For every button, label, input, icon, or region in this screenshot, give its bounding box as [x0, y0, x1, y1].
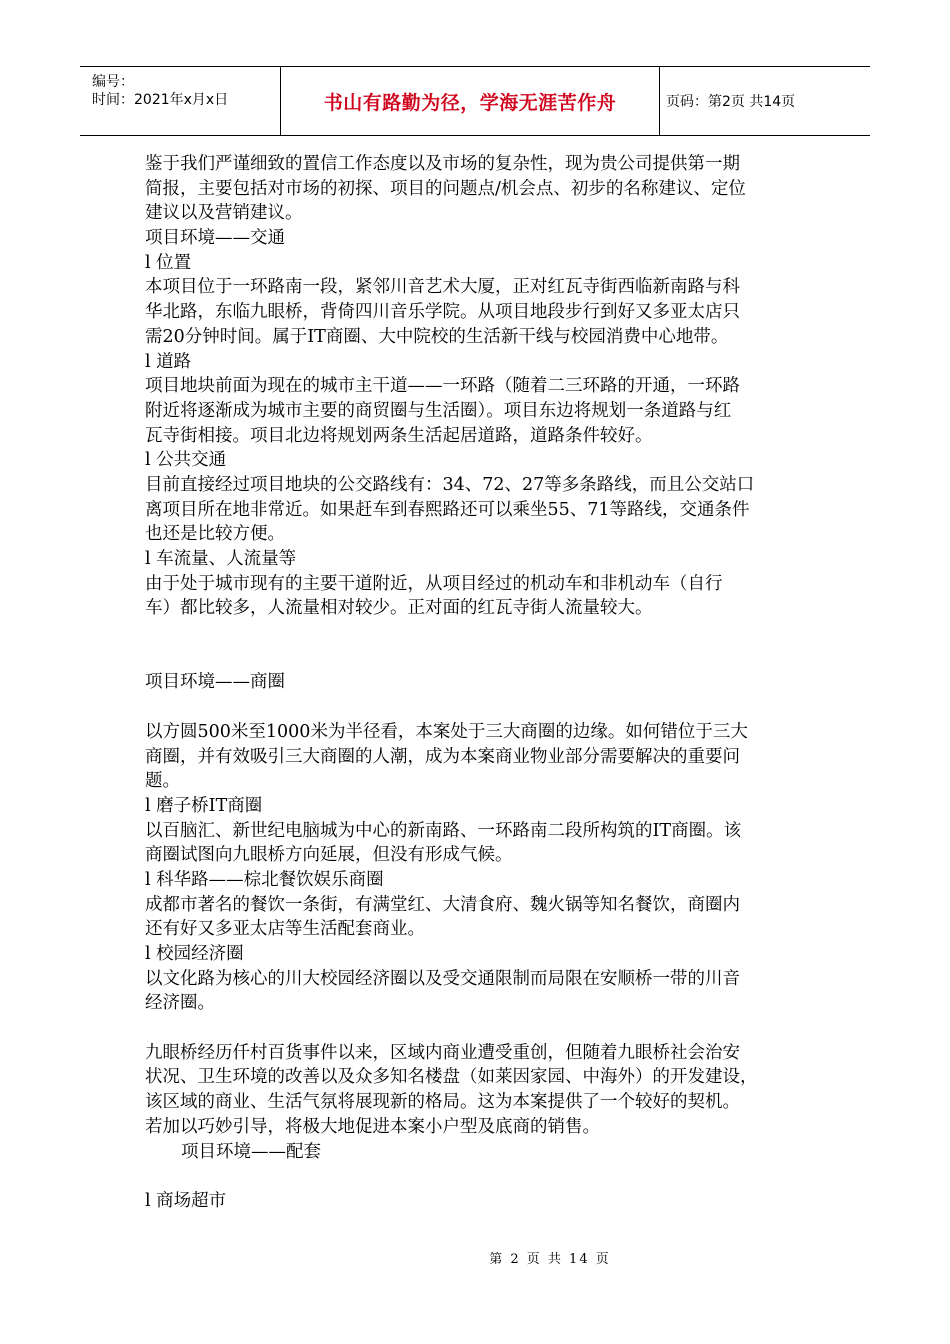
bullet-heading: l 校园经济圈	[145, 944, 244, 964]
paragraph-line: 以文化路为核心的川大校园经济圈以及受交通限制而局限在安顺桥一带的川音	[145, 968, 740, 989]
paragraph-line: 九眼桥经历仟村百货事件以来，区域内商业遭受重创，但随着九眼桥社会治安	[145, 1042, 740, 1063]
paragraph-line: 瓦寺街相接。项目北边将规划两条生活起居道路，道路条件较好。	[145, 425, 653, 446]
section-heading: 项目环境——商圈	[145, 672, 285, 693]
section-heading: 项目环境——交通	[145, 228, 285, 249]
blank-line	[145, 1016, 815, 1041]
paragraph-line: 题。	[145, 771, 180, 792]
document-number-label: 编号：	[92, 74, 134, 90]
paragraph-line: 以百脑汇、新世纪电脑城为中心的新南路、一环路南二段所构筑的IT商圈。该	[145, 820, 742, 841]
bullet-heading: l 商场超市	[145, 1190, 227, 1211]
header-page-info: 页码：第2页 共14页	[666, 94, 796, 110]
page-header	[80, 66, 870, 136]
blank-line	[145, 695, 815, 720]
bullet-heading: l 位置	[145, 252, 192, 273]
paragraph-line: 需20分钟时间。属于IT商圈、大中院校的生活新干线与校园消费中心地带。	[145, 326, 729, 347]
paragraph-line: 附近将逐渐成为城市主要的商贸圈与生活圈）。项目东边将规划一条道路与红	[145, 400, 732, 421]
paragraph-line: 本项目位于一环路南一段，紧邻川音艺术大厦，正对红瓦寺街西临新南路与科	[145, 277, 740, 298]
paragraph-line: 也还是比较方便。	[145, 524, 285, 545]
document-body	[145, 152, 815, 1214]
paragraph-line: 简报，主要包括对市场的初探、项目的问题点/机会点、初步的名称建议、定位	[145, 178, 746, 199]
paragraph-line: 经济圈。	[145, 993, 215, 1014]
paragraph-line: 商圈试图向九眼桥方向延展，但没有形成气候。	[145, 845, 513, 866]
paragraph-line: 商圈，并有效吸引三大商圈的人潮，成为本案商业物业部分需要解决的重要问	[145, 746, 740, 767]
paragraph-line: 状况、卫生环境的改善以及众多知名楼盘（如莱因家园、中海外）的开发建设，	[145, 1067, 758, 1088]
paragraph-line: 由于处于城市现有的主要干道附近，从项目经过的机动车和非机动车（自行	[145, 573, 723, 594]
bullet-heading: l 道路	[145, 351, 192, 372]
header-meta	[80, 67, 280, 135]
page-footer: 第 2 页 共 14 页	[489, 1252, 611, 1267]
section-heading: 项目环境——配套	[181, 1141, 321, 1162]
paragraph-line: 鉴于我们严谨细致的置信工作态度以及市场的复杂性，现为贵公司提供第一期	[145, 154, 740, 174]
paragraph-line: 以方圆500米至1000米为半径看，本案处于三大商圈的边缘。如何错位于三大	[145, 721, 748, 742]
bullet-heading: l 公共交通	[145, 450, 227, 471]
paragraph-line: 该区域的商业、生活气氛将展现新的格局。这为本案提供了一个较好的契机。	[145, 1092, 740, 1113]
paragraph-line: 还有好又多亚太店等生活配套商业。	[145, 919, 425, 940]
paragraph-line: 目前直接经过项目地块的公交路线有：34、72、27等多条路线，而且公交站口	[145, 474, 755, 495]
paragraph-line: 项目地块前面为现在的城市主干道——一环路（随着二三环路的开通，一环路	[145, 376, 740, 397]
document-time-label: 时间：2021年x月x日	[92, 92, 229, 108]
blank-line	[145, 621, 815, 646]
paragraph-line: 建议以及营销建议。	[145, 203, 303, 224]
blank-line	[145, 1164, 815, 1189]
bullet-heading: l 科华路——棕北餐饮娱乐商圈	[145, 869, 384, 890]
bullet-heading: l 磨子桥IT商圈	[145, 795, 263, 816]
paragraph-line: 若加以巧妙引导，将极大地促进本案小户型及底商的销售。	[145, 1116, 600, 1137]
paragraph-line: 华北路，东临九眼桥，背倚四川音乐学院。从项目地段步行到好又多亚太店只	[145, 302, 740, 323]
bullet-heading: l 车流量、人流量等	[145, 549, 297, 569]
blank-line	[145, 646, 815, 671]
paragraph-line: 成都市著名的餐饮一条街，有满堂红、大清食府、魏火锅等知名餐饮，商圈内	[145, 894, 740, 915]
header-motto: 书山有路勤为径，学海无涯苦作舟	[280, 67, 660, 135]
paragraph-line: 离项目所在地非常近。如果赶车到春熙路还可以乘坐55、71等路线，交通条件	[145, 499, 750, 520]
paragraph-line: 车）都比较多，人流量相对较少。正对面的红瓦寺街人流量较大。	[145, 598, 653, 619]
